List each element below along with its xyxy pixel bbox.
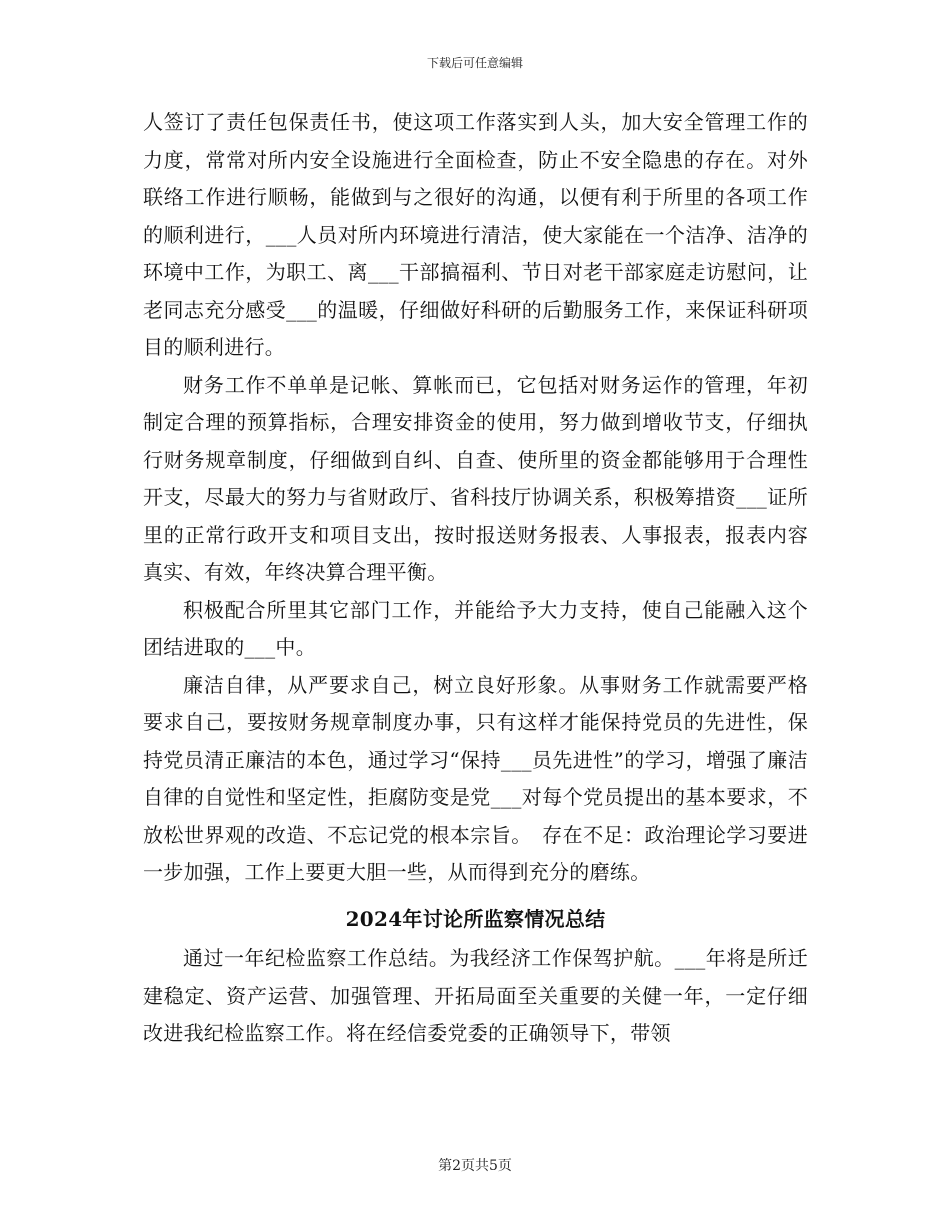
paragraph: 财务工作不单单是记帐、算帐而已，它包括对财务运作的管理，年初制定合理的预算指标，合理安排资金的使用，努力做到增收节支，仔细执行财务规章制度，仔细做到自纠、自查、使所里的资金都能够用于合理性开支，尽最大的努力与省财政厅、省科技厅协调关系，积极筹措资___证所里的正常行政开支和项目支出，按时报送财务报表、人事报表，报表内容真实、有效，年终决算合理平衡。 bbox=[143, 372, 808, 584]
section-title: 2024年讨论所监察情况总结 bbox=[345, 906, 606, 931]
page-footer: 第2页共5页 bbox=[438, 1158, 512, 1174]
paragraph: 通过一年纪检监察工作总结。为我经济工作保驾护航。___年将是所迁建稳定、资产运营、加强管理、开拓局面至关重要的关健一年，一定仔细改进我纪检监察工作。将在经信委党委的正确领导下，带领 bbox=[143, 946, 808, 1045]
paragraph: 积极配合所里其它部门工作，并能给予大力支持，使自己能融入这个团结进取的___中。 bbox=[143, 597, 808, 659]
paragraph: 廉洁自律，从严要求自己，树立良好形象。从事财务工作就需要严格要求自己，要按财务规章制度办事，只有这样才能保持党员的先进性，保持党员清正廉洁的本色，通过学习“保持___员先进性”的学习，增强了廉洁自律的自觉性和坚定性，拒腐防变是党___对每个党员提出的基本要求，不放松世界观的改造、不忘记党的根本宗旨。 存在不足：政治理论学习要进一步加强，工作上要更大胆一些，从而得到充分的磨练。 bbox=[143, 672, 808, 884]
paragraph: 人签订了责任包保责任书，使这项工作落实到人头，加大安全管理工作的力度，常常对所内安全设施进行全面检查，防止不安全隐患的存在。对外联络工作进行顺畅，能做到与之很好的沟通，以便有利于所里的各项工作的顺利进行，___人员对所内环境进行清洁，使大家能在一个洁净、洁净的环境中工作，为职工、离___干部搞福利、节日对老干部家庭走访慰问，让老同志充分感受___的温暖，仔细做好科研的后勤服务工作，来保证科研项目的顺利进行。 bbox=[143, 110, 808, 359]
document-body bbox=[143, 104, 808, 1053]
page-header: 下载后可任意编辑 bbox=[426, 56, 523, 70]
